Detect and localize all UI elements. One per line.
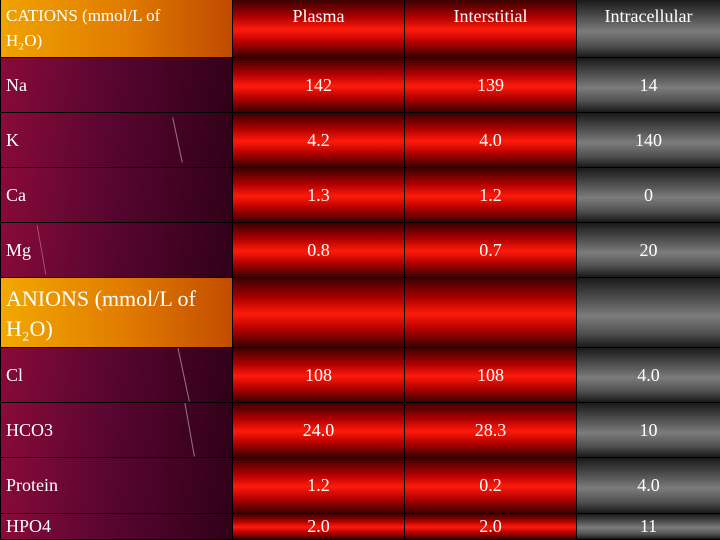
column-header-interstitial: Interstitial [405,0,577,58]
cell-na-plasma: 142 [233,58,405,113]
row-label-hco3-text: HCO3 [6,419,54,440]
anions-header-intracellular-blank [577,278,720,348]
cell-na-interstitial: 139 [405,58,577,113]
cell-protein-intracellular: 4.0 [577,458,720,514]
cell-k-plasma: 4.2 [233,113,405,168]
cell-ca-plasma: 1.3 [233,168,405,223]
row-label-cl-text: Cl [6,364,24,385]
row-label-hco3 [1,403,233,458]
cations-header-label [1,0,233,58]
cell-mg-interstitial: 0.7 [405,223,577,278]
anions-header-text: ANIONS (mmol/L of [6,286,196,311]
row-label-hpo4: HPO4 [1,514,233,540]
row-label-k [1,113,233,168]
cell-protein-plasma: 1.2 [233,458,405,514]
cations-header-unit: H₂O) [6,31,43,50]
row-label-ca: Ca [1,168,233,223]
decorative-streak [37,225,47,274]
cell-hpo4-interstitial: 2.0 [405,514,577,540]
column-header-intracellular: Intracellular [577,0,720,58]
cations-header-text: CATIONS (mmol/L of [6,6,161,25]
decorative-streak [172,117,183,162]
cell-hpo4-plasma: 2.0 [233,514,405,540]
row-label-mg [1,223,233,278]
cell-cl-plasma: 108 [233,348,405,403]
cell-hco3-plasma: 24.0 [233,403,405,458]
cell-cl-intracellular: 4.0 [577,348,720,403]
row-label-mg-text: Mg [6,239,32,260]
cell-ca-interstitial: 1.2 [405,168,577,223]
cell-mg-intracellular: 20 [577,223,720,278]
decorative-streak [184,403,195,457]
cell-cl-interstitial: 108 [405,348,577,403]
anions-header-plasma-blank [233,278,405,348]
cell-k-interstitial: 4.0 [405,113,577,168]
cell-hco3-intracellular: 10 [577,403,720,458]
cell-mg-plasma: 0.8 [233,223,405,278]
cell-protein-interstitial: 0.2 [405,458,577,514]
cell-hpo4-intracellular: 11 [577,514,720,540]
row-label-na: Na [1,58,233,113]
cell-na-intracellular: 14 [577,58,720,113]
anions-header-label [1,278,233,348]
decorative-streak [177,348,190,401]
cell-k-intracellular: 140 [577,113,720,168]
column-header-plasma: Plasma [233,0,405,58]
anions-header-unit: H₂O) [6,316,53,341]
row-label-k-text: K [6,129,19,150]
anions-header-interstitial-blank [405,278,577,348]
row-label-protein: Protein [1,458,233,514]
row-label-cl [1,348,233,403]
cell-ca-intracellular: 0 [577,168,720,223]
cell-hco3-interstitial: 28.3 [405,403,577,458]
